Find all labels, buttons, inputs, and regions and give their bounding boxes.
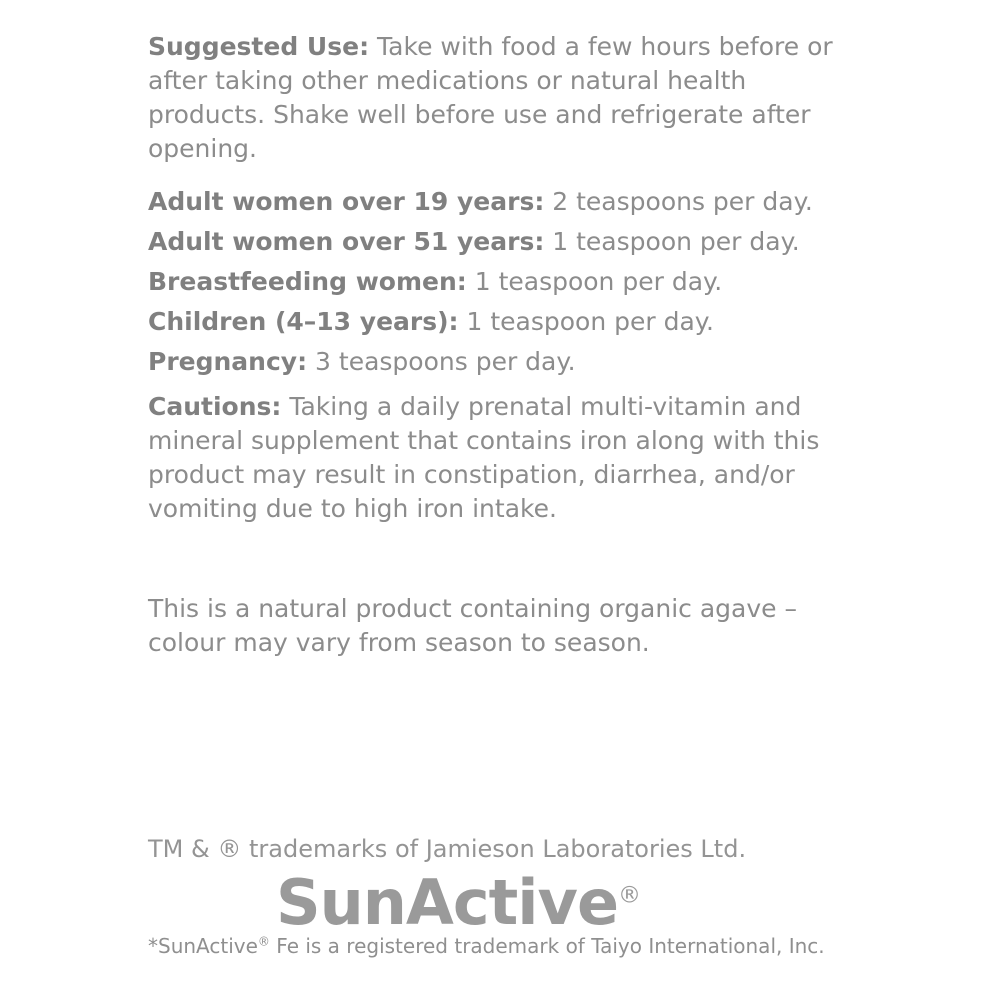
cautions-paragraph xyxy=(148,390,848,526)
dosage-label: Pregnancy: xyxy=(148,347,308,376)
suggested-use-paragraph xyxy=(148,30,838,166)
dosage-label: Children (4–13 years): xyxy=(148,307,459,336)
list-item xyxy=(148,302,848,342)
list-item xyxy=(148,182,848,222)
cautions-label: Cautions: xyxy=(148,392,282,421)
dosage-label: Breastfeeding women: xyxy=(148,267,467,296)
taiyo-trademark-note xyxy=(148,934,825,958)
dosage-value: 1 teaspoon per day. xyxy=(458,307,714,336)
sunactive-logo xyxy=(148,866,768,939)
list-item xyxy=(148,222,848,262)
suggested-use-label: Suggested Use: xyxy=(148,32,370,61)
list-item xyxy=(148,262,848,302)
dosage-value: 3 teaspoons per day. xyxy=(307,347,576,376)
list-item xyxy=(148,342,848,382)
dosage-label: Adult women over 19 years: xyxy=(148,187,545,216)
dosage-value: 1 teaspoon per day. xyxy=(466,267,723,296)
label-panel xyxy=(148,0,868,1000)
natural-product-note: This is a natural product containing organic agave – colour may vary from season to season. xyxy=(148,594,797,657)
taiyo-note-suffix: Fe is a registered trademark of Taiyo International, Inc. xyxy=(269,934,825,958)
dosage-list xyxy=(148,182,848,382)
sunactive-wordmark: SunActive xyxy=(275,866,619,939)
dosage-value: 2 teaspoons per day. xyxy=(544,187,813,216)
dosage-value: 1 teaspoon per day. xyxy=(544,227,800,256)
suggested-use-text: Take with food a few hours before or after taking other medications or natural health products. Shake well before use and refrigerate after opening. xyxy=(148,32,833,163)
trademark-line: TM & ® trademarks of Jamieson Laboratories Ltd. xyxy=(148,835,747,863)
taiyo-note-prefix: *SunActive xyxy=(148,934,258,958)
registered-mark-icon: ® xyxy=(257,934,270,949)
dosage-label: Adult women over 51 years: xyxy=(148,227,545,256)
cautions-text: Taking a daily prenatal multi-vitamin and mineral supplement that contains iron along with this product may result in constipation, diarrhea, and/or vomiting due to high iron intake. xyxy=(148,392,820,523)
registered-mark-icon: ® xyxy=(618,882,641,909)
